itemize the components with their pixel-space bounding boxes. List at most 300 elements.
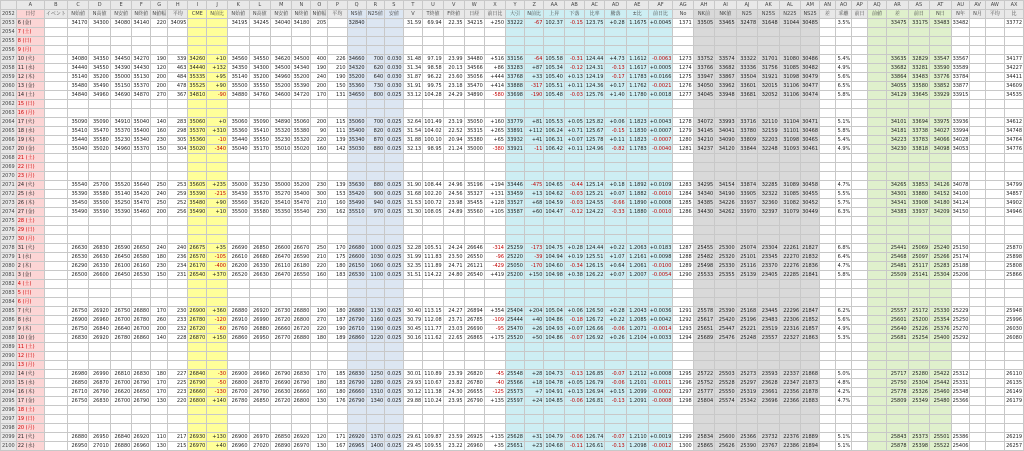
cell[interactable]	[564, 406, 584, 415]
cell[interactable]	[970, 334, 985, 343]
cell[interactable]: 31082	[779, 199, 800, 208]
cell[interactable]	[867, 262, 886, 271]
cell[interactable]: 33905	[736, 190, 757, 199]
cell[interactable]: 200	[151, 208, 168, 217]
cell[interactable]: 1.2161	[626, 253, 648, 262]
row-number[interactable]: 2085	[2, 307, 15, 314]
cell[interactable]	[110, 343, 131, 352]
cell[interactable]	[605, 163, 626, 172]
cell[interactable]: 35340	[348, 136, 365, 143]
cell[interactable]	[168, 28, 188, 37]
cell[interactable]	[985, 325, 1005, 334]
cell[interactable]: 256	[168, 208, 188, 217]
cell[interactable]: 35455	[464, 199, 484, 208]
cell[interactable]	[506, 352, 525, 361]
cell[interactable]	[820, 415, 836, 424]
cell[interactable]: 105.53	[545, 118, 563, 125]
cell[interactable]: 23557	[758, 334, 779, 343]
cell[interactable]: 26590	[110, 244, 131, 253]
cell[interactable]	[867, 181, 886, 190]
cell[interactable]: +0.22	[605, 316, 626, 325]
cell[interactable]: 970	[366, 208, 385, 217]
cell[interactable]	[930, 352, 951, 361]
column-header-ai[interactable]: AI	[715, 1, 736, 10]
cell[interactable]	[673, 289, 693, 298]
cell[interactable]	[89, 289, 110, 298]
cell[interactable]: 96.22	[423, 73, 444, 82]
cell[interactable]	[835, 109, 852, 118]
cell[interactable]: 26830	[293, 370, 310, 377]
cell[interactable]	[626, 172, 648, 181]
cell[interactable]	[484, 172, 505, 181]
cell[interactable]: +419	[484, 271, 505, 280]
cell[interactable]: 35090	[89, 118, 110, 127]
cell[interactable]	[758, 217, 779, 226]
cell[interactable]: 21.24	[443, 145, 464, 154]
cell[interactable]	[758, 46, 779, 55]
cell[interactable]	[985, 145, 1005, 154]
cell[interactable]: 33948	[715, 91, 736, 100]
cell[interactable]	[867, 91, 886, 100]
cell[interactable]	[887, 424, 908, 433]
cell[interactable]: +0.0183	[649, 244, 672, 251]
cell[interactable]	[715, 28, 736, 37]
cell[interactable]	[693, 46, 714, 55]
cell[interactable]: 26179	[1006, 397, 1022, 404]
cell[interactable]	[249, 289, 270, 298]
cell[interactable]: 126.94	[585, 388, 604, 395]
cell[interactable]: -0.66	[605, 199, 626, 208]
cell[interactable]: 2 (木)	[16, 262, 44, 271]
cell[interactable]	[852, 19, 868, 28]
cell[interactable]	[443, 235, 464, 244]
cell[interactable]: 106.24	[545, 127, 563, 134]
cell[interactable]	[820, 37, 836, 46]
cell[interactable]	[867, 271, 886, 280]
cell[interactable]: 34262	[715, 208, 736, 217]
cell[interactable]	[270, 37, 291, 46]
cell[interactable]: 190	[328, 325, 347, 334]
cell[interactable]: 35525	[189, 82, 206, 89]
cell[interactable]: 35540	[67, 181, 88, 190]
cell[interactable]: 5.4%	[835, 55, 852, 64]
cell[interactable]	[779, 109, 800, 118]
cell[interactable]: 35570	[249, 190, 270, 199]
cell[interactable]: 26960	[228, 442, 249, 451]
cell[interactable]: 22 (日)	[16, 163, 44, 172]
cell[interactable]: 125.78	[585, 136, 604, 143]
cell[interactable]: 35000	[270, 181, 291, 190]
cell[interactable]	[249, 361, 270, 370]
cell[interactable]: 11 (水)	[16, 64, 44, 73]
cell[interactable]: 31080	[779, 55, 800, 64]
cell[interactable]	[544, 217, 565, 226]
cell[interactable]: 23767	[758, 442, 779, 451]
cell[interactable]: 35270	[270, 190, 291, 199]
cell[interactable]	[693, 28, 714, 37]
cell[interactable]: 26990	[89, 370, 110, 379]
cell[interactable]: 26970	[249, 433, 270, 442]
cell[interactable]	[311, 100, 328, 109]
cell[interactable]	[366, 226, 385, 235]
cell[interactable]	[270, 172, 291, 181]
cell[interactable]: 270	[311, 316, 328, 325]
cell[interactable]	[385, 280, 403, 289]
cell[interactable]: 31.91	[403, 82, 423, 91]
cell[interactable]	[801, 109, 820, 118]
cell[interactable]	[423, 289, 444, 298]
cell[interactable]: 0.025	[385, 307, 403, 316]
cell[interactable]: 26750	[67, 397, 88, 406]
cell[interactable]: 35020	[89, 145, 110, 154]
cell[interactable]	[693, 109, 714, 118]
cell[interactable]	[270, 352, 291, 361]
cell[interactable]	[270, 361, 291, 370]
cell[interactable]	[951, 172, 970, 181]
cell[interactable]: 230	[151, 136, 168, 145]
cell[interactable]: 34150	[952, 208, 969, 215]
column-header-o[interactable]: O	[311, 1, 328, 10]
corner-cell[interactable]	[1, 1, 17, 10]
cell[interactable]: -0.0012	[648, 442, 673, 451]
cell[interactable]: 35060	[228, 118, 249, 127]
cell[interactable]	[852, 334, 868, 343]
cell[interactable]: 23.60	[443, 73, 464, 82]
cell[interactable]: 35580	[249, 208, 270, 217]
row-number[interactable]: 2054	[2, 28, 15, 35]
cell[interactable]	[758, 343, 779, 352]
cell[interactable]: 25326	[908, 388, 929, 397]
cell[interactable]: 30461	[802, 145, 819, 152]
cell[interactable]: 142	[328, 145, 347, 154]
cell[interactable]: 34152	[930, 190, 951, 199]
cell[interactable]: 34040	[270, 19, 291, 28]
cell[interactable]	[867, 154, 886, 163]
cell[interactable]	[867, 415, 886, 424]
cell[interactable]	[366, 100, 385, 109]
cell[interactable]	[951, 109, 970, 118]
cell[interactable]: 124.36	[585, 82, 604, 89]
label-cell[interactable]: N値幅	[152, 10, 167, 17]
cell[interactable]	[89, 46, 110, 55]
cell[interactable]	[464, 217, 484, 226]
cell[interactable]	[801, 226, 820, 235]
cell[interactable]	[605, 28, 626, 37]
cell[interactable]	[292, 298, 311, 307]
cell[interactable]: 26135	[1006, 379, 1022, 386]
cell[interactable]: 30486	[802, 55, 819, 62]
cell[interactable]	[867, 208, 886, 217]
cell[interactable]	[423, 154, 444, 163]
cell[interactable]	[484, 154, 505, 163]
cell[interactable]	[820, 271, 836, 280]
cell[interactable]	[44, 226, 67, 235]
cell[interactable]: 124.19	[585, 73, 604, 80]
cell[interactable]	[648, 46, 673, 55]
cell[interactable]	[168, 217, 188, 226]
cell[interactable]	[110, 217, 131, 226]
cell[interactable]	[292, 235, 311, 244]
cell[interactable]	[188, 280, 207, 289]
cell[interactable]	[328, 172, 347, 181]
row-number[interactable]: 2090	[2, 352, 15, 359]
cell[interactable]: 26840	[110, 433, 131, 442]
cell[interactable]: 26790	[89, 388, 110, 397]
cell[interactable]	[524, 235, 543, 244]
cell[interactable]: 210	[311, 253, 328, 262]
cell[interactable]: 26800	[293, 397, 310, 404]
cell[interactable]	[648, 226, 673, 235]
cell[interactable]: -105	[207, 253, 228, 262]
cell[interactable]: 26650	[133, 388, 150, 395]
cell[interactable]: 150	[151, 271, 168, 280]
cell[interactable]: 31.48	[403, 55, 423, 64]
cell[interactable]	[110, 415, 131, 424]
cell[interactable]: 29.93	[403, 379, 423, 388]
cell[interactable]	[328, 28, 347, 37]
cell[interactable]: 180	[311, 334, 328, 343]
cell[interactable]: +0.11	[564, 145, 584, 154]
cell[interactable]	[970, 307, 985, 316]
cell[interactable]: 34890	[464, 91, 484, 100]
cell[interactable]: +0.28	[605, 307, 626, 316]
label-cell[interactable]: N前比	[524, 10, 543, 19]
cell[interactable]	[403, 37, 423, 46]
cell[interactable]	[584, 109, 605, 118]
cell[interactable]	[347, 154, 366, 163]
cell[interactable]	[328, 217, 347, 226]
cell[interactable]	[292, 154, 311, 163]
cell[interactable]	[249, 280, 270, 289]
cell[interactable]: 25640	[887, 325, 908, 334]
cell[interactable]: 1.1823	[626, 136, 648, 145]
cell[interactable]: +40	[524, 316, 543, 325]
cell[interactable]	[820, 181, 836, 190]
cell[interactable]: 1299	[673, 433, 693, 442]
cell[interactable]	[228, 352, 249, 361]
cell[interactable]: 25240	[930, 244, 951, 253]
cell[interactable]	[626, 298, 648, 307]
cell[interactable]: 25520	[507, 334, 523, 341]
cell[interactable]	[44, 343, 67, 352]
cell[interactable]: 26900	[189, 307, 206, 314]
cell[interactable]	[347, 406, 366, 415]
cell[interactable]	[887, 217, 908, 226]
cell[interactable]: 130	[151, 442, 168, 451]
cell[interactable]: -314	[484, 244, 505, 253]
cell[interactable]	[835, 280, 852, 289]
cell[interactable]	[985, 397, 1005, 406]
cell[interactable]: 1.1783	[626, 145, 648, 154]
cell[interactable]: 230	[151, 262, 168, 271]
cell[interactable]	[188, 343, 207, 352]
cell[interactable]	[852, 127, 868, 136]
cell[interactable]	[484, 100, 505, 109]
cell[interactable]: 26930	[189, 433, 206, 440]
cell[interactable]: 34760	[249, 91, 270, 100]
cell[interactable]	[44, 91, 67, 100]
cell[interactable]	[970, 424, 985, 433]
cell[interactable]: 32.35	[403, 262, 423, 271]
cell[interactable]	[188, 406, 207, 415]
cell[interactable]: 26200	[228, 262, 249, 271]
cell[interactable]: 6.3%	[835, 208, 852, 217]
cell[interactable]	[423, 280, 444, 289]
cell[interactable]: 26646	[464, 244, 484, 253]
cell[interactable]	[970, 145, 985, 154]
cell[interactable]	[506, 217, 525, 226]
cell[interactable]	[564, 28, 584, 37]
column-header-aa[interactable]: AA	[544, 1, 565, 10]
cell[interactable]	[328, 109, 347, 118]
cell[interactable]	[908, 424, 929, 433]
column-header-ag[interactable]: AG	[673, 1, 693, 10]
cell[interactable]: 120	[311, 433, 328, 442]
cell[interactable]	[524, 109, 543, 118]
cell[interactable]: 259	[168, 190, 188, 199]
cell[interactable]: 26700	[133, 325, 150, 332]
cell[interactable]: 34720	[293, 91, 310, 98]
cell[interactable]	[693, 100, 714, 109]
cell[interactable]: 35640	[133, 181, 150, 188]
cell[interactable]	[168, 154, 188, 163]
cell[interactable]	[311, 289, 328, 298]
cell[interactable]	[970, 118, 985, 127]
cell[interactable]: 1289	[673, 262, 693, 271]
cell[interactable]: -95	[484, 325, 505, 334]
cell[interactable]	[443, 415, 464, 424]
cell[interactable]	[151, 280, 168, 289]
cell[interactable]	[249, 154, 270, 163]
cell[interactable]: 35230	[249, 181, 270, 190]
cell[interactable]: 35230	[110, 136, 131, 145]
cell[interactable]: 34295	[693, 181, 714, 190]
cell[interactable]	[1005, 37, 1024, 46]
cell[interactable]: 1370	[366, 433, 385, 442]
cell[interactable]	[151, 217, 168, 226]
cell[interactable]: 26970	[189, 442, 206, 449]
cell[interactable]	[524, 226, 543, 235]
cell[interactable]: 106.31	[545, 136, 563, 143]
cell[interactable]: 34430	[693, 208, 714, 217]
cell[interactable]: 23445	[758, 307, 779, 316]
cell[interactable]	[779, 46, 800, 55]
cell[interactable]: 1295	[673, 370, 693, 379]
cell[interactable]	[887, 172, 908, 181]
label-cell[interactable]: NS25	[801, 10, 820, 19]
cell[interactable]: -0.07	[564, 334, 584, 343]
cell[interactable]: 22376	[779, 433, 800, 442]
label-cell[interactable]: 乖離	[835, 10, 852, 19]
cell[interactable]: +26	[524, 325, 543, 334]
cell[interactable]	[908, 109, 929, 118]
cell[interactable]: 1.1783	[626, 73, 648, 82]
cell[interactable]: 1190	[366, 325, 385, 334]
cell[interactable]	[867, 424, 886, 433]
cell[interactable]: 26780	[110, 334, 131, 343]
cell[interactable]: 31648	[758, 19, 779, 28]
cell[interactable]: 26790	[293, 379, 310, 386]
cell[interactable]	[89, 217, 110, 226]
cell[interactable]: 34550	[249, 55, 270, 64]
column-header-am[interactable]: AM	[801, 1, 820, 10]
cell[interactable]	[852, 262, 868, 271]
cell[interactable]	[887, 343, 908, 352]
cell[interactable]	[835, 424, 852, 433]
cell[interactable]: 1279	[673, 127, 693, 136]
cell[interactable]	[403, 28, 423, 37]
cell[interactable]: 25626	[715, 442, 736, 451]
cell[interactable]: +50	[524, 334, 543, 343]
column-header-p[interactable]: P	[328, 1, 347, 10]
cell[interactable]	[867, 397, 886, 406]
cell[interactable]	[311, 46, 328, 55]
cell[interactable]	[366, 298, 385, 307]
cell[interactable]	[207, 424, 228, 433]
label-cell[interactable]: N25	[736, 10, 757, 19]
cell[interactable]	[605, 172, 626, 181]
cell[interactable]: +370	[207, 271, 228, 280]
cell[interactable]: 1.2104	[626, 334, 648, 343]
cell[interactable]	[385, 19, 403, 28]
cell[interactable]	[249, 415, 270, 424]
cell[interactable]: 32829	[908, 55, 929, 64]
cell[interactable]: 33877	[952, 82, 969, 89]
cell[interactable]	[168, 163, 188, 172]
cell[interactable]: 34270	[133, 55, 150, 62]
cell[interactable]	[328, 280, 347, 289]
cell[interactable]: 31 (火)	[16, 244, 44, 253]
cell[interactable]	[207, 28, 228, 37]
cell[interactable]	[423, 28, 444, 37]
cell[interactable]	[970, 262, 985, 271]
cell[interactable]: 31.59	[403, 19, 423, 28]
cell[interactable]: 31.90	[403, 181, 423, 190]
cell[interactable]	[605, 46, 626, 55]
cell[interactable]	[249, 235, 270, 244]
cell[interactable]: 35370	[133, 145, 150, 152]
cell[interactable]: 25617	[693, 316, 714, 325]
cell[interactable]: 97.19	[423, 55, 444, 64]
cell[interactable]: 26600	[89, 271, 110, 280]
column-header-ah[interactable]: AH	[693, 1, 714, 10]
cell[interactable]: +310	[207, 127, 228, 136]
cell[interactable]	[985, 217, 1005, 226]
cell[interactable]: 26965	[348, 442, 365, 449]
cell[interactable]	[736, 217, 757, 226]
cell[interactable]	[311, 37, 328, 46]
cell[interactable]	[464, 226, 484, 235]
cell[interactable]: 5.8%	[835, 91, 852, 100]
cell[interactable]: 18 (土)	[16, 406, 44, 415]
cell[interactable]: 22327	[779, 334, 800, 343]
cell[interactable]: 34245	[249, 19, 270, 28]
cell[interactable]: 25870	[1006, 244, 1022, 251]
cell[interactable]	[347, 109, 366, 118]
cell[interactable]	[188, 361, 207, 370]
cell[interactable]: 126.85	[585, 370, 604, 377]
cell[interactable]: 23.19	[443, 118, 464, 127]
cell[interactable]: 35400	[293, 190, 310, 197]
cell[interactable]	[67, 289, 88, 298]
cell[interactable]	[110, 163, 131, 172]
cell[interactable]: 26800	[293, 316, 310, 323]
cell[interactable]	[1005, 154, 1024, 163]
cell[interactable]	[270, 217, 291, 226]
cell[interactable]	[89, 352, 110, 361]
cell[interactable]: +0.22	[605, 244, 626, 253]
cell[interactable]: 33682	[887, 64, 908, 73]
